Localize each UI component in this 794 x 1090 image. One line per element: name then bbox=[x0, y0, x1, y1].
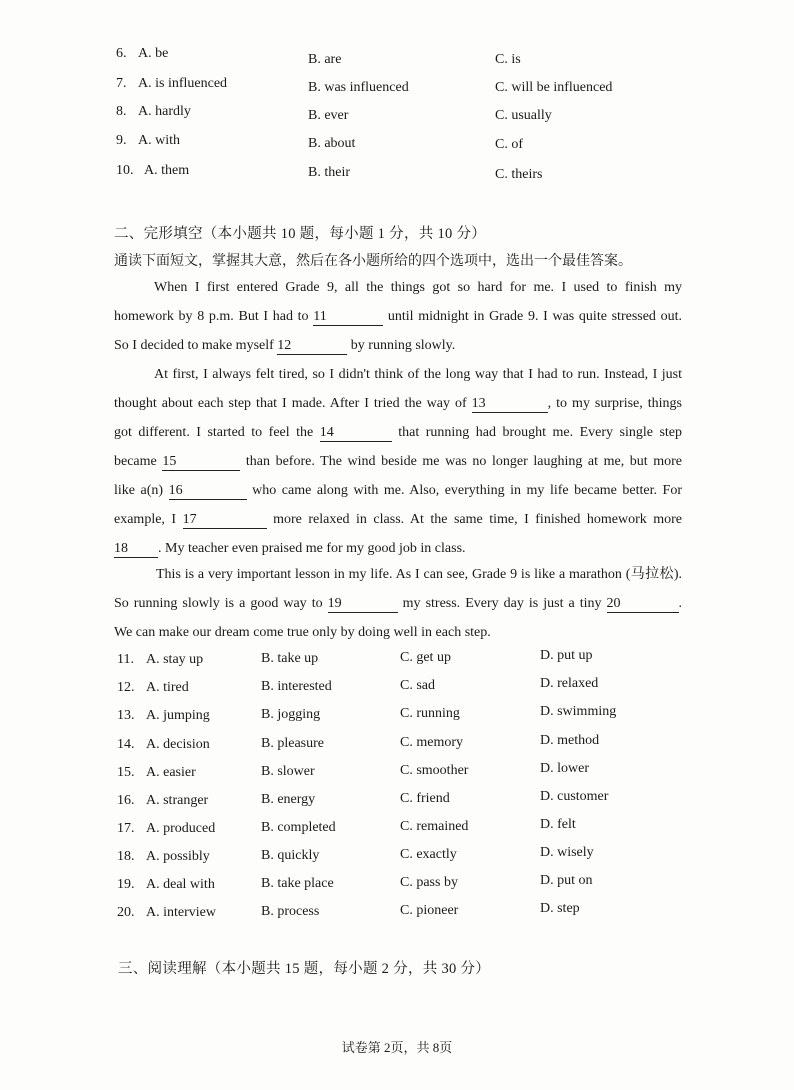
option-c: C. usually bbox=[495, 108, 552, 123]
passage-line bbox=[114, 302, 682, 331]
passage-text: that running had brought me. Every single step bbox=[398, 425, 683, 440]
question-number: 13. bbox=[117, 708, 135, 723]
blank-20[interactable]: 20 bbox=[607, 596, 679, 613]
question-number: 17. bbox=[117, 821, 135, 836]
option-a: A. be bbox=[138, 46, 169, 61]
option-d: D. swimming bbox=[540, 704, 617, 719]
option-b: B. process bbox=[261, 904, 320, 919]
passage-text: by running slowly. bbox=[350, 338, 456, 353]
section3-title: 三、阅读理解（本小题共 15 题，每小题 2 分，共 30 分） bbox=[118, 961, 491, 977]
question-number: 7. bbox=[116, 76, 127, 91]
option-c: C. smoother bbox=[400, 763, 469, 778]
option-d: D. felt bbox=[540, 817, 576, 832]
blank-12[interactable]: 12 bbox=[277, 338, 347, 355]
option-b: B. take place bbox=[261, 876, 334, 891]
question-number: 11. bbox=[117, 652, 134, 667]
passage-paragraph-1 bbox=[114, 273, 682, 360]
passage-text: thought about each step that I made. After I tried the way of bbox=[114, 396, 467, 411]
option-c: C. exactly bbox=[400, 847, 457, 862]
option-c: C. will be influenced bbox=[495, 80, 613, 95]
option-c: C. theirs bbox=[495, 167, 543, 182]
passage-text: like a(n) bbox=[114, 483, 164, 498]
passage-text: more relaxed in class. At the same time, I finished homework more bbox=[273, 512, 683, 527]
passage-paragraph-3 bbox=[114, 560, 682, 647]
question-number: 18. bbox=[117, 849, 135, 864]
option-c: C. sad bbox=[400, 678, 435, 693]
option-b: B. their bbox=[308, 165, 350, 180]
blank-18[interactable]: 18 bbox=[114, 541, 158, 558]
option-c: C. get up bbox=[400, 650, 451, 665]
option-a: A. jumping bbox=[146, 708, 210, 723]
option-a: A. tired bbox=[146, 680, 189, 695]
option-b: B. quickly bbox=[261, 848, 320, 863]
blank-19[interactable]: 19 bbox=[328, 596, 398, 613]
passage-line: At first, I always felt tired, so I didn't think of the long way that I had to run. Instead, I just bbox=[154, 367, 682, 382]
question-number: 12. bbox=[117, 680, 135, 695]
question-number: 16. bbox=[117, 793, 135, 808]
option-d: D. put up bbox=[540, 648, 593, 663]
option-b: B. about bbox=[308, 136, 356, 151]
option-d: D. method bbox=[540, 733, 600, 748]
option-b: B. energy bbox=[261, 792, 316, 807]
option-b: B. slower bbox=[261, 764, 315, 779]
question-number: 14. bbox=[117, 737, 135, 752]
passage-line bbox=[114, 476, 682, 505]
passage-line bbox=[114, 331, 682, 360]
option-a: A. stranger bbox=[146, 793, 209, 808]
blank-16[interactable]: 16 bbox=[169, 483, 247, 500]
section2-title: 二、完形填空（本小题共 10 题，每小题 1 分，共 10 分） bbox=[114, 226, 487, 242]
option-b: B. jogging bbox=[261, 707, 321, 722]
blank-14[interactable]: 14 bbox=[320, 425, 392, 442]
passage-text: my stress. Every day is just a tiny bbox=[402, 596, 602, 611]
option-b: B. pleasure bbox=[261, 736, 324, 751]
passage-line: We can make our dream come true only by doing well in each step. bbox=[114, 625, 491, 640]
question-number: 8. bbox=[116, 104, 127, 119]
section2-instruction: 通读下面短文，掌握其大意，然后在各小题所给的四个选项中，选出一个最佳答案。 bbox=[114, 254, 632, 269]
passage-text: became bbox=[114, 454, 157, 469]
passage-text: until midnight in Grade 9. I was quite stressed out. bbox=[387, 309, 682, 324]
passage-line bbox=[114, 418, 682, 447]
option-a: A. deal with bbox=[146, 877, 215, 892]
option-a: A. with bbox=[138, 133, 180, 148]
option-c: C. pioneer bbox=[400, 903, 459, 918]
question-number: 6. bbox=[116, 46, 127, 61]
passage-line bbox=[114, 534, 682, 563]
option-d: D. wisely bbox=[540, 845, 594, 860]
passage-line: This is a very important lesson in my life. As I can see, Grade 9 is like a marathon (马拉松). bbox=[156, 567, 682, 582]
page-footer: 试卷第 2页，共 8页 bbox=[341, 1040, 453, 1055]
option-a: A. possibly bbox=[146, 849, 210, 864]
option-b: B. are bbox=[308, 52, 342, 67]
option-c: C. of bbox=[495, 137, 523, 152]
option-b: B. completed bbox=[261, 820, 336, 835]
blank-17[interactable]: 17 bbox=[183, 512, 267, 529]
passage-line bbox=[114, 389, 682, 418]
passage-text: . My teacher even praised me for my good job in class. bbox=[158, 541, 466, 556]
option-a: A. is influenced bbox=[138, 76, 228, 91]
passage-line bbox=[114, 589, 682, 618]
passage-text: than before. The wind beside me was no longer laughing at me, but more bbox=[245, 454, 682, 469]
option-d: D. put on bbox=[540, 873, 593, 888]
option-d: D. relaxed bbox=[540, 676, 599, 691]
passage-text: got different. I started to feel the bbox=[114, 425, 314, 440]
option-a: A. them bbox=[144, 163, 190, 178]
blank-15[interactable]: 15 bbox=[162, 454, 240, 471]
passage-line: When I first entered Grade 9, all the things got so hard for me. I used to finish my bbox=[154, 280, 682, 295]
option-c: C. running bbox=[400, 706, 460, 721]
option-d: D. customer bbox=[540, 789, 609, 804]
option-a: A. interview bbox=[146, 905, 216, 920]
question-number: 10. bbox=[116, 163, 134, 178]
blank-11[interactable]: 11 bbox=[313, 309, 383, 326]
option-c: C. remained bbox=[400, 819, 469, 834]
option-c: C. memory bbox=[400, 735, 463, 750]
option-b: B. take up bbox=[261, 651, 319, 666]
question-number: 20. bbox=[117, 905, 135, 920]
question-number: 15. bbox=[117, 765, 135, 780]
question-number: 9. bbox=[116, 133, 127, 148]
passage-line bbox=[114, 505, 682, 534]
passage-text: who came along with me. Also, everything in my life became better. For bbox=[252, 483, 682, 498]
passage-text: So running slowly is a good way to bbox=[114, 596, 323, 611]
option-b: B. interested bbox=[261, 679, 332, 694]
passage-text: So I decided to make myself bbox=[114, 338, 274, 353]
option-d: D. lower bbox=[540, 761, 589, 776]
passage-paragraph-2 bbox=[114, 360, 682, 563]
option-b: B. ever bbox=[308, 108, 349, 123]
option-d: D. step bbox=[540, 901, 580, 916]
question-number: 19. bbox=[117, 877, 135, 892]
passage-text: . bbox=[678, 596, 683, 611]
option-a: A. stay up bbox=[146, 652, 204, 667]
option-a: A. easier bbox=[146, 765, 196, 780]
option-a: A. produced bbox=[146, 821, 216, 836]
option-a: A. decision bbox=[146, 737, 210, 752]
passage-text: homework by 8 p.m. But I had to bbox=[114, 309, 309, 324]
option-c: C. pass by bbox=[400, 875, 458, 890]
passage-line bbox=[114, 447, 682, 476]
passage-text: , to my surprise, things bbox=[547, 396, 682, 411]
option-a: A. hardly bbox=[138, 104, 191, 119]
option-c: C. is bbox=[495, 52, 521, 67]
passage-text: example, I bbox=[114, 512, 177, 527]
blank-13[interactable]: 13 bbox=[472, 396, 548, 413]
option-c: C. friend bbox=[400, 791, 450, 806]
option-b: B. was influenced bbox=[308, 80, 409, 95]
